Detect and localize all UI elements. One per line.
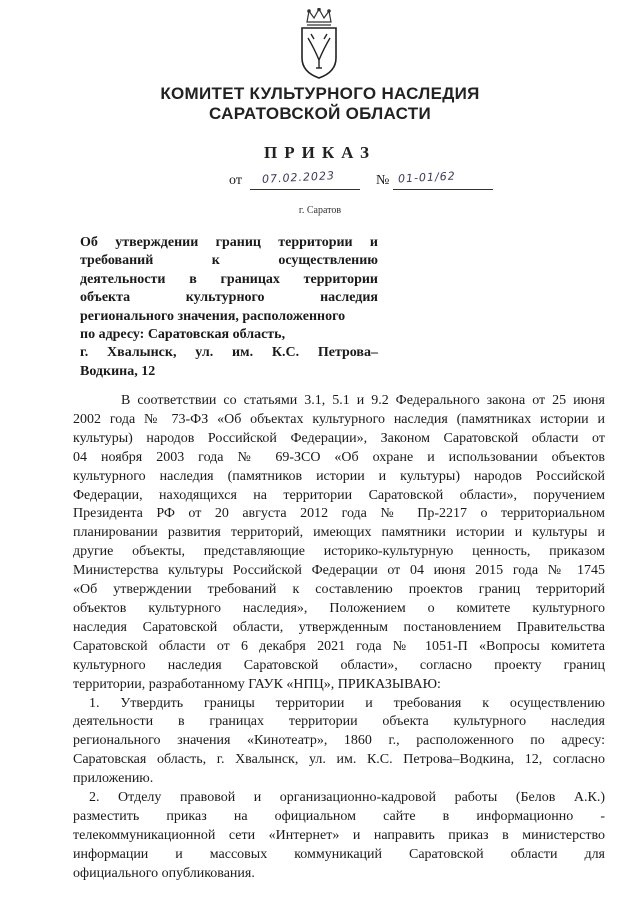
organization-name-line1: КОМИТЕТ КУЛЬТУРНОГО НАСЛЕДИЯ — [160, 84, 480, 103]
body-line: Саратовской области от 6 декабря 2021 года № 1051-П «Вопросы комитета — [73, 638, 605, 654]
coat-of-arms-emblem — [296, 8, 342, 80]
handwritten-number: 01-01/62 — [397, 169, 456, 186]
subject-line: по адресу: Саратовская область, — [80, 327, 286, 343]
body-line: Саратовская область, г. Хвалынск, ул. им. К.С. Петрова–Водкина, 12, согласно — [73, 752, 605, 768]
body-line: культурного наследия (памятников истории и культуры) народов Российской — [73, 468, 605, 484]
subject-line: регионального значения, расположенного — [80, 308, 346, 324]
city-label: г. Саратов — [298, 205, 342, 216]
body-line: телекоммуникационной сети «Интернет» и направить приказ в министерство — [73, 827, 605, 843]
body-line: культуры) народов Российской Федерации», Законом Саратовской области от — [73, 430, 605, 446]
subject-line: объекта культурного наследия — [80, 290, 378, 306]
body-line: разместить приказ на официальном сайте в информационно - — [73, 808, 605, 824]
body-line: наследия Саратовской области, утвержденным постановлением Правительства — [73, 619, 605, 635]
organization-name-line2: САРАТОВСКОЙ ОБЛАСТИ — [209, 104, 431, 123]
subject-line: Водкина, 12 — [80, 363, 156, 379]
body-line: Президента РФ от 20 августа 2012 года № Пр-2217 о территориальном — [73, 506, 605, 522]
subject-line: г. Хвалынск, ул. им. К.С. Петрова– — [80, 345, 378, 361]
handwritten-date: 07.02.2023 — [261, 169, 336, 186]
body-line: объектов культурного наследия», Положением о комитете культурного — [73, 600, 605, 616]
body-line: регионального значения «Кинотеатр», 1860 г., расположенного по адресу: — [73, 733, 605, 749]
body-line: приложению. — [73, 771, 154, 787]
body-line: территории, разработанному ГАУК «НПЦ», ПРИКАЗЫВАЮ: — [73, 676, 441, 692]
body-line: информации и массовых коммуникаций Саратовской области для — [73, 846, 605, 862]
body-line: планировании развития территорий, имеющих памятники истории и культуры и — [73, 525, 605, 541]
body-line: Министерства культуры Российской Федерации от 04 июня 2015 года № 1745 — [73, 563, 605, 579]
subject-line: Об утверждении границ территории и — [80, 235, 378, 250]
body-line: культурного наследия Саратовской области», согласно проекту границ — [73, 657, 605, 673]
date-prefix: от — [229, 173, 242, 188]
number-prefix: № — [376, 173, 390, 188]
body-line: 2. Отделу правовой и организационно-кадровой работы (Белов А.К.) — [89, 790, 605, 806]
subject-line: деятельности в границах территории — [80, 271, 378, 287]
body-line: Федерации, находящихся на территории Саратовской области», поручением — [73, 487, 605, 503]
body-line: деятельности в границах территории объекта культурного наследия — [73, 714, 605, 730]
subject-line: требований к осуществлению — [80, 253, 378, 269]
body-line: официального опубликования. — [73, 865, 255, 881]
order-subject — [80, 234, 378, 381]
body-line: 1. Утвердить границы территории и требования к осуществлению — [89, 695, 605, 711]
body-line: 04 ноября 2003 года № 69-ЗСО «Об охране и использовании объектов — [73, 449, 605, 465]
order-body — [73, 392, 605, 884]
body-line: другие объекты, представляющие историко-культурную ценность, приказом — [73, 544, 605, 560]
document-title: ПРИКАЗ — [264, 143, 376, 162]
body-line: «Об утверждении требований к составлению проектов границ территорий — [73, 582, 605, 598]
body-line: В соответствии со статьями 3.1, 5.1 и 9.2 Федерального закона от 25 июня — [121, 393, 605, 408]
body-line: 2002 года № 73-ФЗ «Об объектах культурного наследия (памятниках истории и — [73, 411, 605, 427]
